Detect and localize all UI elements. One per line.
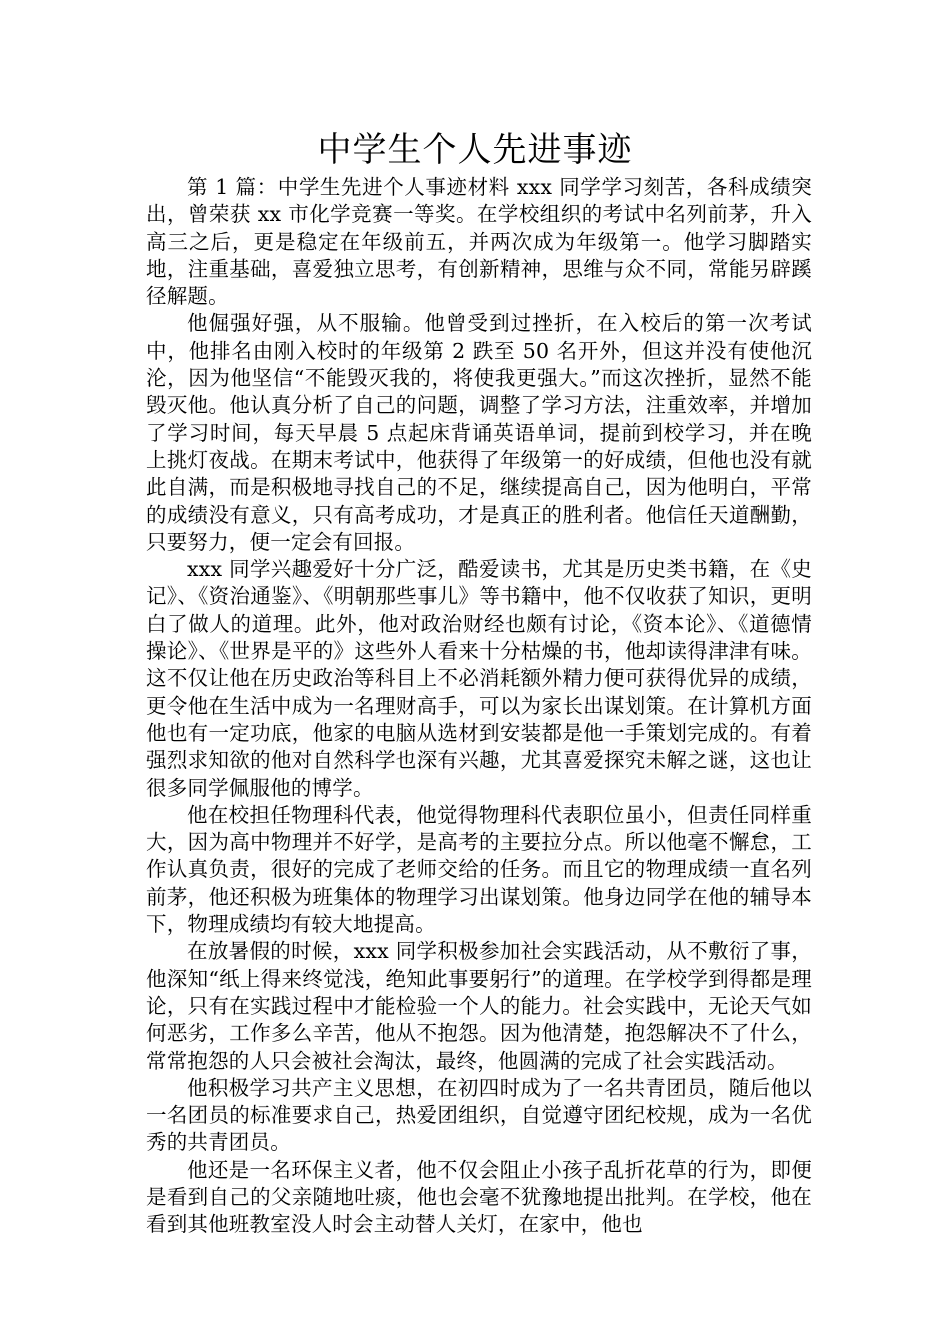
paragraph-4: 他在校担任物理科代表，他觉得物理科代表职位虽小，但责任同样重大，因为高中物理并不好学，是高考的主要拉分点。所以他毫不懈怠，工作认真负责，很好的完成了老师交给的任务。而且它的物理成绩一直名列前茅，他还积极为班集体的物理学习出谋划策。他身边同学在他的辅导本下，物理成绩均有较大地提高。 (146, 802, 812, 937)
document-title: 中学生个人先进事迹 (317, 130, 633, 170)
paragraph-3: xxx 同学兴趣爱好十分广泛，酷爱读书，尤其是历史类书籍，在《史记》、《资治通鉴》、《明朝那些事儿》等书籍中，他不仅收获了知识，更明白了做人的道理。此外，他对政治财经也颇有讨论，《资本论》、《道德情操论》、《世界是平的》这些外人看来十分枯燥的书，他却读得津津有味。这不仅让他在历史政治等科目上不必消耗额外精力便可获得优异的成绩，更令他在生活中成为一名理财高手，可以为家长出谋划策。在计算机方面他也有一定功底，他家的电脑从选材到安装都是他一手策划完成的。有着强烈求知欲的他对自然科学也深有兴趣，尤其喜爱探究未解之谜，这也让很多同学佩服他的博学。 (146, 557, 812, 800)
paragraph-5: 在放暑假的时候，xxx 同学积极参加社会实践活动，从不敷衍了事，他深知“纸上得来终觉浅，绝知此事要躬行”的道理。在学校学到得都是理论，只有在实践过程中才能检验一个人的能力。社会实践中，无论天气如何恶劣，工作多么辛苦，他从不抱怨。因为他清楚，抱怨解决不了什么，常常抱怨的人只会被社会淘汰，最终，他圆满的完成了社会实践活动。 (146, 939, 812, 1073)
paragraph-1: 第 1 篇：中学生先进个人事迹材料 xxx 同学学习刻苦，各科成绩突出，曾荣获 xx 市化学竞赛一等奖。在学校组织的考试中名列前茅，升入高三之后，更是稳定在年级前五，并两次成为年级第一。他学习脚踏实地，注重基础，喜爱独立思考，有创新精神，思维与众不同，常能另辟蹊径解题。 (146, 175, 812, 309)
document-body (146, 174, 812, 1239)
paragraph-2: 他倔强好强，从不服输。他曾受到过挫折，在入校后的第一次考试中，他排名由刚入校时的年级第 2 跌至 50 名开外，但这并没有使他沉沦，因为他坚信“不能毁灭我的，将使我更强大。”而这次挫折，显然不能毁灭他。他认真分析了自己的问题，调整了学习方法，注重效率，并增加了学习时间，每天早晨 5 点起床背诵英语单词，提前到校学习，并在晚上挑灯夜战。在期末考试中，他获得了年级第一的好成绩，但他也没有就此自满，而是积极地寻找自己的不足，继续提高自己，因为他明白，平常的成绩没有意义，只有高考成功，才是真正的胜利者。他信任天道酬勤，只要努力，便一定会有回报。 (146, 311, 812, 554)
paragraph-6: 他积极学习共产主义思想，在初四时成为了一名共青团员，随后他以一名团员的标准要求自己，热爱团组织，自觉遵守团纪校规，成为一名优秀的共青团员。 (146, 1075, 812, 1155)
paragraph-7: 他还是一名环保主义者，他不仅会阻止小孩子乱折花草的行为，即便是看到自己的父亲随地吐痰，他也会毫不犹豫地提出批判。在学校，他在看到其他班教室没人时会主动替人关灯，在家中，他也 (146, 1157, 812, 1237)
